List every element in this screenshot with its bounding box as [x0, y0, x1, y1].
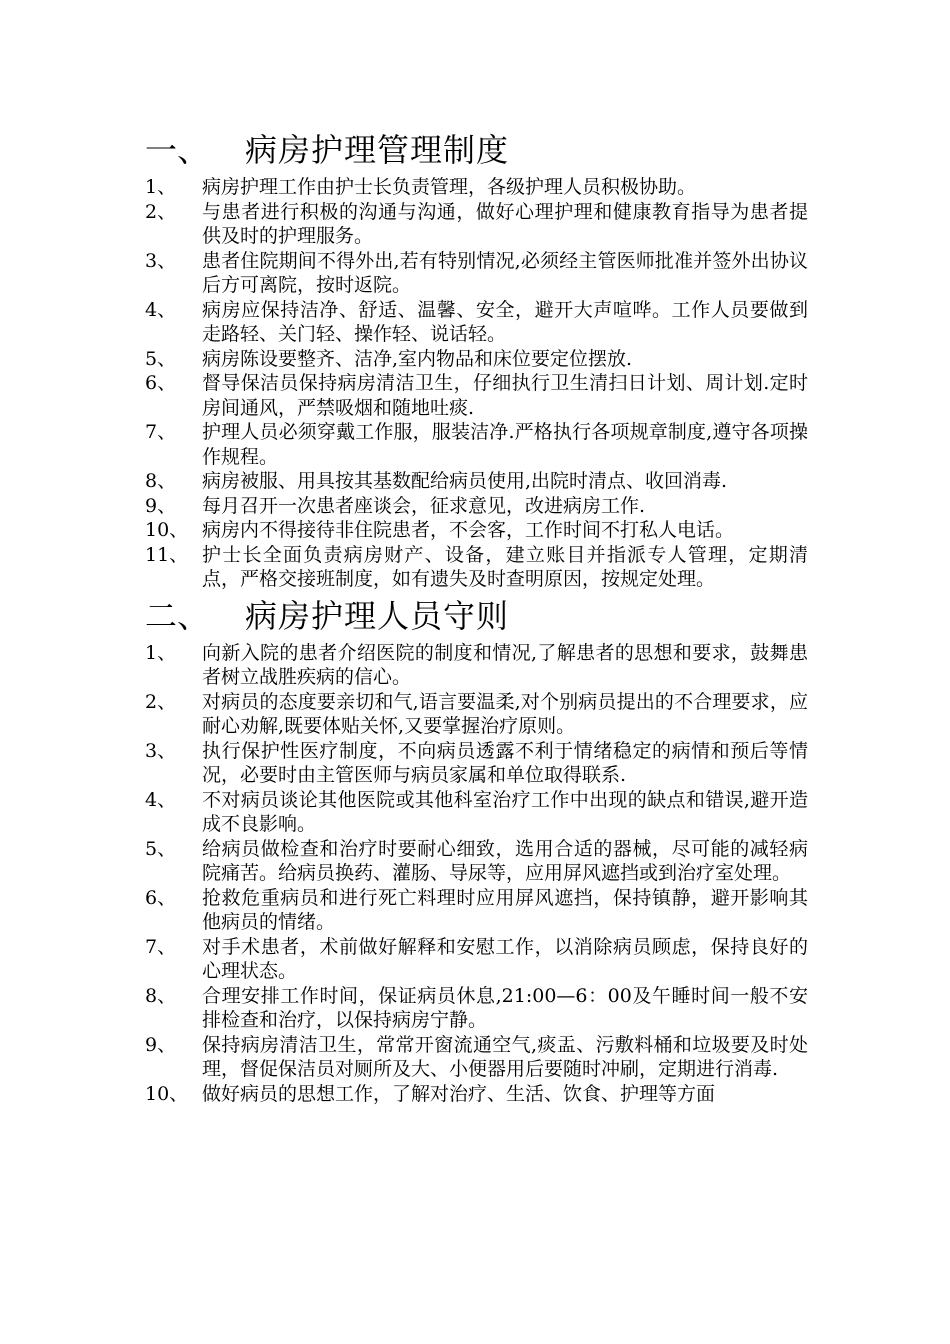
item-text: 给病员做检查和治疗时要耐心细致，选用合适的器械，尽可能的减轻病院痛苦。给病员换药、灌肠、导尿等，应用屏风遮挡或到治疗室处理。 — [202, 837, 808, 884]
item-number: 3、 — [145, 249, 177, 272]
item-text: 病房陈设要整齐、洁净,室内物品和床位要定位摆放. — [202, 347, 633, 370]
list-item — [145, 469, 825, 494]
list-item — [145, 935, 825, 984]
item-text: 督导保洁员保持病房清洁卫生，仔细执行卫生清扫日计划、周计划.定时房间通风，严禁吸烟和随地吐痰. — [202, 372, 808, 419]
list-item — [145, 837, 825, 886]
list-item — [145, 175, 825, 200]
item-text: 护理人员必须穿戴工作服，服装洁净.严格执行各项规章制度,遵守各项操作规程。 — [202, 421, 808, 468]
item-text: 病房应保持洁净、舒适、温馨、安全，避开大声喧哗。工作人员要做到走路轻、关门轻、操作轻、说话轻。 — [202, 298, 808, 345]
list-item — [145, 420, 825, 469]
item-number: 2、 — [145, 200, 177, 223]
item-text: 病房内不得接待非住院患者，不会客，工作时间不打私人电话。 — [202, 519, 735, 541]
list-item — [145, 690, 825, 739]
item-number: 10、 — [145, 519, 189, 541]
item-number: 5、 — [145, 837, 177, 860]
list-item — [145, 984, 825, 1033]
section-heading — [145, 594, 825, 638]
item-number: 6、 — [145, 886, 177, 909]
list-item — [145, 249, 825, 298]
item-text: 合理安排工作时间，保证病员休息,21:00—6：00及午睡时间一般不安排检查和治疗，以保持病房宁静。 — [202, 984, 808, 1031]
item-number: 7、 — [145, 421, 177, 443]
item-number: 8、 — [145, 470, 177, 492]
item-number: 11、 — [145, 543, 189, 566]
section-heading — [145, 128, 825, 172]
item-text: 患者住院期间不得外出,若有特别情况,必须经主管医师批准并签外出协议后方可离院，按时返院。 — [202, 249, 808, 296]
list-item — [145, 788, 825, 837]
item-text: 病房护理工作由护士长负责管理，各级护理人员积极协助。 — [202, 176, 697, 198]
item-number: 6、 — [145, 372, 177, 394]
item-number: 1、 — [145, 641, 177, 664]
item-text: 不对病员谈论其他医院或其他科室治疗工作中出现的缺点和错误,避开造成不良影响。 — [202, 788, 808, 835]
section-number: 一、 — [145, 131, 210, 169]
list-item — [145, 371, 825, 420]
list-item — [145, 494, 825, 519]
item-text: 执行保护性医疗制度，不向病员透露不利于情绪稳定的病情和预后等情况，必要时由主管医师与病员家属和单位取得联系. — [202, 739, 808, 786]
item-number: 3、 — [145, 739, 177, 762]
list-item — [145, 298, 825, 347]
section-title: 病房护理管理制度 — [245, 131, 510, 169]
list-item — [145, 886, 825, 935]
item-number: 4、 — [145, 788, 177, 811]
list-item — [145, 200, 825, 249]
item-number: 5、 — [145, 347, 177, 370]
list-item — [145, 347, 825, 372]
item-text: 护士长全面负责病房财产、设备，建立账目并指派专人管理，定期清点，严格交接班制度，如有遗失及时查明原因，按规定处理。 — [202, 543, 808, 590]
item-number: 4、 — [145, 298, 177, 321]
item-text: 病房被服、用具按其基数配给病员使用,出院时清点、收回消毒. — [202, 470, 728, 492]
list-item — [145, 1033, 825, 1082]
item-number: 9、 — [145, 494, 177, 517]
list-item — [145, 1082, 825, 1107]
item-text: 与患者进行积极的沟通与沟通，做好心理护理和健康教育指导为患者提供及时的护理服务。 — [202, 200, 808, 247]
item-text: 对病员的态度要亲切和气,语言要温柔,对个别病员提出的不合理要求，应耐心劝解,既要体贴关怀,又要掌握治疗原则。 — [202, 690, 808, 737]
item-number: 8、 — [145, 984, 177, 1007]
list-item — [145, 543, 825, 592]
item-text: 向新入院的患者介绍医院的制度和情况,了解患者的思想和要求，鼓舞患者树立战胜疾病的信心。 — [202, 641, 808, 688]
item-number: 1、 — [145, 176, 177, 198]
section-title: 病房护理人员守则 — [245, 596, 510, 635]
list-item — [145, 641, 825, 690]
document-content — [145, 128, 825, 1106]
item-text: 保持病房清洁卫生，常常开窗流通空气,痰盂、污敷料桶和垃圾要及时处理，督促保洁员对厕所及大、小便器用后要随时冲刷，定期进行消毒. — [202, 1033, 808, 1080]
item-text: 做好病员的思想工作，了解对治疗、生活、饮食、护理等方面 — [202, 1082, 716, 1105]
item-number: 9、 — [145, 1033, 177, 1056]
item-number: 10、 — [145, 1082, 189, 1105]
section-number: 二、 — [145, 596, 210, 635]
item-text: 对手术患者，术前做好解释和安慰工作，以消除病员顾虑，保持良好的心理状态。 — [202, 935, 808, 982]
list-item — [145, 518, 825, 543]
item-text: 每月召开一次患者座谈会，征求意见，改进病房工作. — [202, 494, 646, 517]
item-number: 2、 — [145, 690, 177, 713]
list-item — [145, 739, 825, 788]
item-text: 抢救危重病员和进行死亡料理时应用屏风遮挡，保持镇静，避开影响其他病员的情绪。 — [202, 886, 808, 933]
item-number: 7、 — [145, 935, 177, 958]
